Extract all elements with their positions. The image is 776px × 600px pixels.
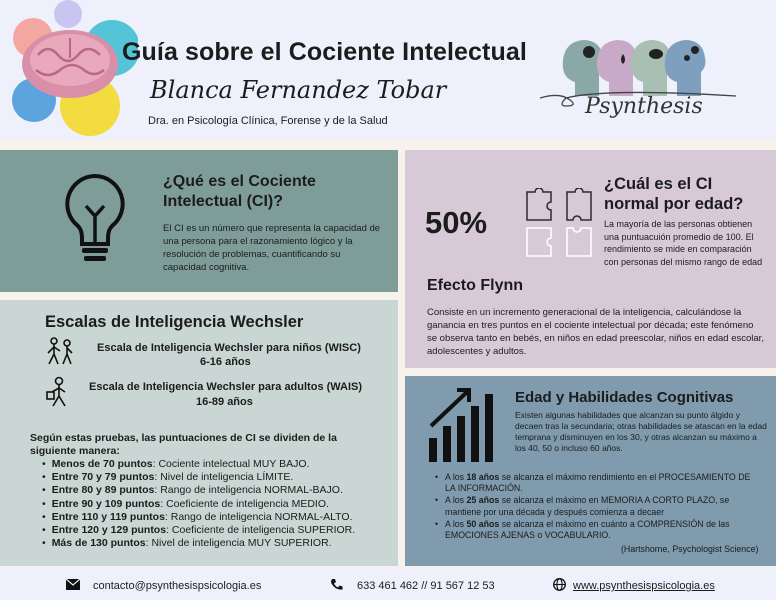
adult-icon: [44, 376, 76, 408]
iq-level-item: [42, 498, 355, 511]
source-citation: (Hartshorne, Psychologist Science): [621, 544, 759, 554]
contact-phone: 633 461 462 // 91 567 12 53: [357, 580, 495, 592]
children-icon: [44, 336, 76, 366]
wechsler-intro: Según estas pruebas, las puntuaciones de CI se dividen de la siguiente manera:: [30, 432, 337, 457]
habilidades-description: Existen algunas habilidades que alcanzan su punto álgido y decaen tras la secundaria; otras habilidades se atascan en la edad temprana y disminuyen en los 30, y otras alcanzan su máximo a los 40, 50 o incluso 60 años.: [515, 410, 767, 453]
iq-level-range: Entre 120 y 129 puntos: [51, 524, 167, 537]
brand-name: Psynthesis: [585, 94, 703, 119]
brain-icon: [8, 0, 138, 140]
iq-level-range: Entre 80 y 89 puntos: [51, 484, 155, 497]
habilidad-post: se alcanza el máximo en cuánto a COMPRENSIÓN de las EMOCIONES AJENAS o VOCABULARIO.: [445, 518, 730, 541]
header: [0, 0, 776, 140]
habilidad-item: [433, 495, 763, 517]
iq-level-item: [42, 484, 355, 497]
habilidad-age: 18 años: [466, 472, 500, 482]
wais-label: Escala de Inteligencia Wechsler para adultos (WAIS): [89, 381, 363, 393]
habilidad-post: se alcanza el máximo rendimiento en el PROCESAMIENTO DE LA INFORMACIÓN.: [445, 472, 751, 494]
percent-label: 50%: [425, 205, 488, 240]
habilidad-item: [433, 519, 763, 541]
iq-level-range: Entre 110 y 119 puntos: [51, 510, 165, 523]
contact-web[interactable]: www.psynthesispsicologia.es: [573, 580, 715, 592]
contact-email[interactable]: contacto@psynthesispsicologia.es: [93, 580, 262, 592]
habilidades-title: Edad y Habilidades Cognitivas: [515, 389, 734, 406]
ci-title: ¿Qué es el Cociente Intelectual (CI)?: [163, 173, 316, 210]
habilidades-panel: [405, 376, 776, 566]
habilidad-pre: A los: [445, 472, 467, 482]
iq-level-desc: : Rango de inteligencia NORMAL-ALTO.: [164, 510, 353, 523]
iq-level-item: [42, 524, 355, 537]
edad-description: La mayoría de las personas obtienen una puntuacuión promedio de 100. El rendimiento se mide en comparación con personas del mismo rango de edad: [604, 219, 763, 267]
iq-level-desc: : Coeficiente de inteligencia SUPERIOR.: [166, 524, 356, 537]
wechsler-title: Escalas de Inteligencia Wechsler: [45, 313, 304, 331]
author-name: Blanca Fernandez Tobar: [150, 76, 447, 104]
author-credentials: Dra. en Psicología Clínica, Forense y de la Salud: [148, 115, 388, 127]
wais-range: 16-89 años: [196, 396, 253, 408]
habilidad-pre: A los: [445, 518, 467, 529]
iq-level-item: [42, 458, 355, 471]
habilidad-pre: A los: [445, 495, 467, 506]
envelope-icon: [66, 579, 80, 590]
iq-level-range: Más de 130 puntos: [51, 537, 146, 550]
iq-level-range: Menos de 70 puntos: [51, 458, 153, 470]
phone-icon: [330, 578, 343, 591]
flynn-title: Efecto Flynn: [427, 277, 524, 294]
edad-panel: [405, 150, 776, 368]
iq-level-desc: : Nivel de inteligencia MUY SUPERIOR.: [145, 537, 332, 550]
habilidades-list: [433, 472, 763, 542]
iq-level-item: [42, 537, 355, 550]
growth-chart-icon: [427, 386, 497, 464]
ci-description: El CI es un número que representa la capacidad de una persona para el razonamiento lógico y la resolución de problemas, cuantificando su capacidad cognitiva.: [163, 223, 381, 273]
iq-levels-list: [42, 458, 355, 550]
iq-level-item: [42, 511, 355, 524]
iq-level-desc: : Coeficiente de inteligencia MEDIO.: [160, 497, 329, 510]
wisc-label: Escala de Inteligencia Wechsler para niños (WISC): [97, 342, 361, 354]
flynn-description: Consiste en un incremento generacional de la inteligencia, calculándose la ganancia en tres puntos en el cociente intelectual por década; este fenómeno se observa tanto en bebés, en niños en edad preescolar, niños en edad escolar, adolescentes y adultos.: [427, 307, 764, 357]
footer: [0, 568, 776, 600]
puzzle-icon: [523, 188, 599, 260]
ci-panel: [0, 150, 398, 292]
iq-level-range: Entre 90 y 109 puntos: [51, 497, 161, 510]
lightbulb-icon: [62, 172, 128, 268]
wisc-range: 6-16 años: [200, 356, 251, 368]
habilidad-age: 25 años: [466, 495, 500, 506]
edad-title: ¿Cuál es el CI normal por edad?: [604, 175, 744, 213]
iq-level-desc: : Rango de inteligencia NORMAL-BAJO.: [154, 484, 343, 497]
globe-icon: [553, 578, 566, 591]
iq-level-item: [42, 471, 355, 484]
habilidad-age: 50 años: [466, 518, 500, 529]
habilidad-item: [433, 472, 763, 494]
iq-level-desc: : Cociente intelectual MUY BAJO.: [152, 458, 310, 470]
habilidad-post: se alcanza el máximo en MEMORIA A CORTO PLAZO, se mantiene por una década y después comienza a decaer: [445, 495, 730, 517]
wechsler-panel: [0, 300, 398, 566]
iq-level-desc: : Nivel de inteligencia LÍMITE.: [154, 471, 294, 484]
iq-level-range: Entre 70 y 79 puntos: [51, 471, 155, 484]
page-title: Guía sobre el Cociente Intelectual: [122, 38, 527, 66]
